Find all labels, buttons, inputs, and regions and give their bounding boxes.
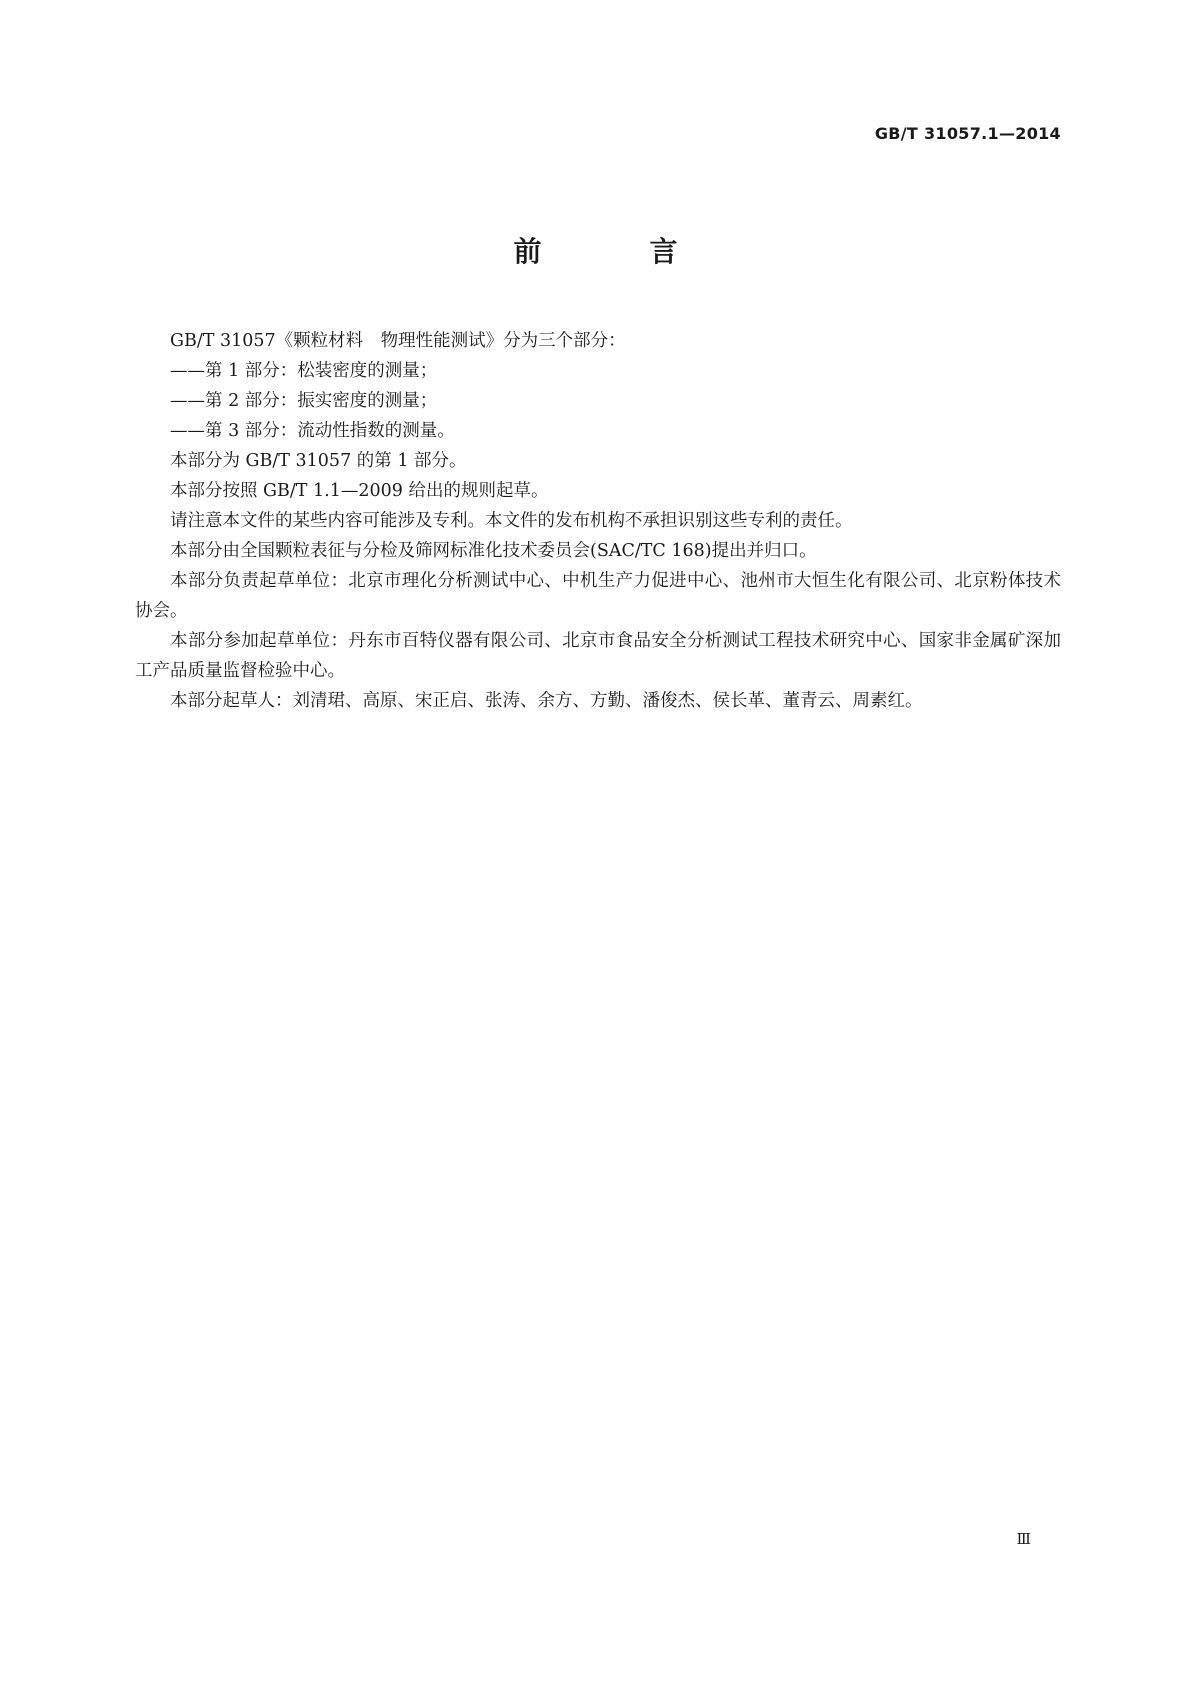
- page-title: 前 言: [513, 235, 718, 268]
- paragraph-parts-overview: GB/T 31057《颗粒材料 物理性能测试》分为三个部分：: [170, 331, 626, 351]
- paragraph-part-2: ——第 2 部分：振实密度的测量；: [170, 391, 438, 411]
- paragraph-proposer: 本部分由全国颗粒表征与分检及筛网标准化技术委员会(SAC/TC 168)提出并归口。: [170, 541, 817, 561]
- standard-number: GB/T 31057.1—2014: [874, 124, 1061, 143]
- paragraph-participating-drafters: 本部分参加起草单位：丹东市百特仪器有限公司、北京市食品安全分析测试工程技术研究中心、国家非金属矿深加工产品质量监督检验中心。: [135, 631, 1061, 681]
- paragraph-drafters: 本部分起草人：刘清珺、高原、宋正启、张涛、余方、方勤、潘俊杰、侯长革、董青云、周素红。: [170, 691, 923, 711]
- paragraph-part-1: ——第 1 部分：松装密度的测量；: [170, 361, 438, 381]
- paragraph-responsible-drafters: 本部分负责起草单位：北京市理化分析测试中心、中机生产力促进中心、池州市大恒生化有限公司、北京粉体技术协会。: [135, 571, 1061, 621]
- document-body: [135, 326, 1061, 716]
- paragraph-part-3: ——第 3 部分：流动性指数的测量。: [170, 421, 455, 441]
- paragraph-drafting-rules: 本部分按照 GB/T 1.1—2009 给出的规则起草。: [170, 481, 549, 501]
- page-number: Ⅲ: [1016, 1530, 1031, 1548]
- paragraph-this-part: 本部分为 GB/T 31057 的第 1 部分。: [170, 451, 467, 471]
- paragraph-patent-notice: 请注意本文件的某些内容可能涉及专利。本文件的发布机构不承担识别这些专利的责任。: [170, 511, 853, 531]
